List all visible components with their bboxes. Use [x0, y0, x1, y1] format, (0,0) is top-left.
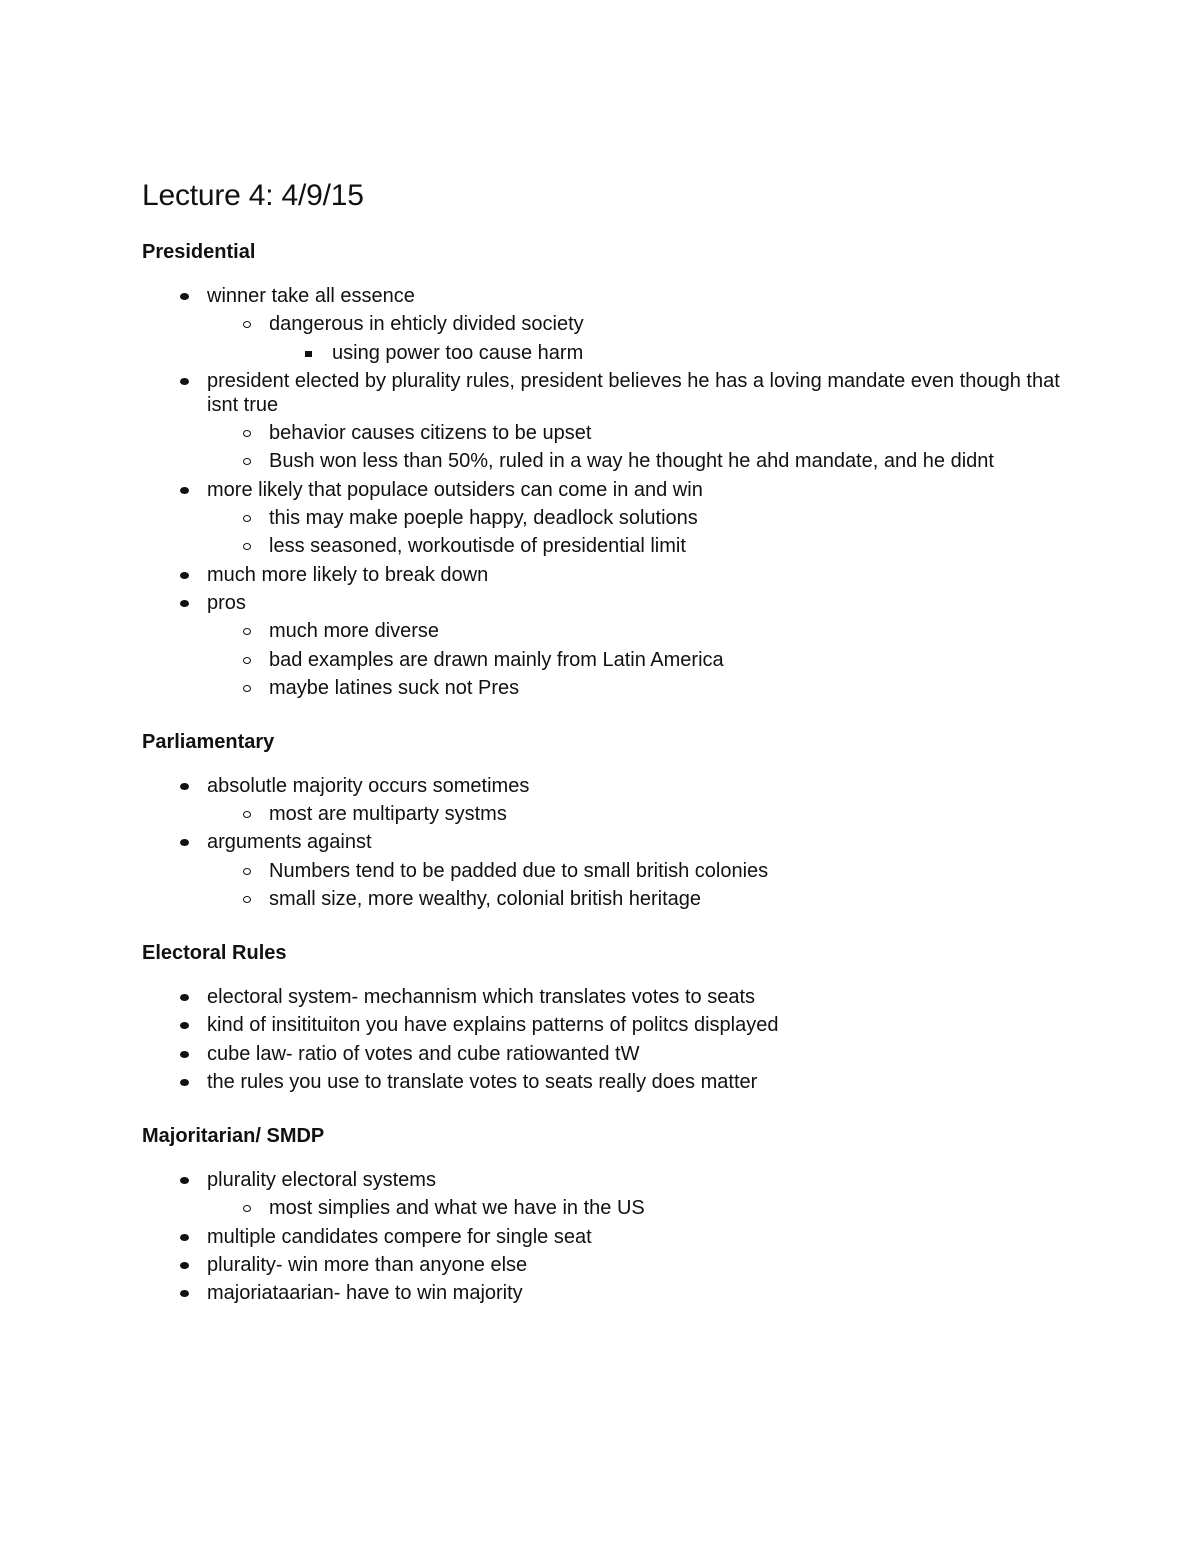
bullet-circle-icon [243, 868, 251, 875]
list-item-text: maybe latines suck not Pres [269, 676, 520, 699]
bullet-list-level-1 [142, 1168, 1062, 1305]
list-item-text: small size, more wealthy, colonial british heritage [269, 888, 702, 911]
list-item-text: pros [207, 591, 246, 614]
list-item-text: winner take all essence [207, 285, 415, 307]
bullet-disc-icon [180, 1290, 189, 1297]
bullet-disc-icon [180, 487, 189, 494]
bullet-circle-icon [243, 896, 251, 903]
bullet-disc-icon [180, 1262, 189, 1269]
list-item-text: dangerous in ehticly divided society [269, 313, 584, 336]
list-item [142, 830, 1062, 911]
list-item-text: majoriataarian- have to win majority [207, 1282, 523, 1305]
list-item [142, 1070, 1062, 1094]
list-item-text: arguments against [207, 831, 372, 854]
list-item [207, 802, 1062, 826]
list-item [142, 1253, 1062, 1277]
list-item-text: plurality- win more than anyone else [207, 1253, 528, 1276]
bullet-list-level-2 [207, 802, 1062, 826]
section-heading: Presidential [142, 241, 256, 263]
list-item-text: much more diverse [269, 620, 440, 643]
list-item [142, 1168, 1062, 1220]
list-item-text: this may make poeple happy, deadlock solutions [269, 507, 698, 530]
list-item [207, 1196, 1062, 1220]
list-item [142, 369, 1062, 474]
section-presidential [142, 238, 1062, 700]
list-item [207, 619, 1062, 643]
page-title: Lecture 4: 4/9/15 [142, 179, 364, 212]
bullet-circle-icon [243, 657, 251, 664]
section-parliamentary [142, 728, 1062, 911]
list-item [207, 449, 1062, 473]
list-item-text: electoral system- mechannism which translates votes to seats [207, 986, 755, 1009]
list-item [142, 1281, 1062, 1305]
bullet-disc-icon [180, 1051, 189, 1058]
list-item [142, 478, 1062, 559]
list-item-text: behavior causes citizens to be upset [269, 422, 592, 445]
list-item-text: most simplies and what we have in the US [269, 1197, 645, 1220]
bullet-list-level-2 [207, 312, 1062, 364]
bullet-circle-icon [243, 321, 251, 328]
bullet-list-level-2 [207, 859, 1062, 911]
list-item-text: president elected by plurality rules, president believes he has a loving mandate even though that isnt true [207, 369, 1060, 416]
list-item [269, 341, 1062, 365]
bullet-disc-icon [180, 1177, 189, 1184]
bullet-square-icon [305, 351, 312, 357]
list-item [207, 506, 1062, 530]
list-item-text: less seasoned, workoutisde of presidential limit [269, 535, 686, 558]
list-item-text: absolutle majority occurs sometimes [207, 774, 530, 797]
list-item [207, 421, 1062, 445]
sections-container [142, 238, 1062, 1305]
list-item-text: plurality electoral systems [207, 1168, 436, 1191]
bullet-circle-icon [243, 628, 251, 635]
bullet-circle-icon [243, 543, 251, 550]
list-item-text: Numbers tend to be padded due to small british colonies [269, 859, 769, 882]
bullet-list-level-2 [207, 1196, 1062, 1220]
section-heading: Majoritarian/ SMDP [142, 1124, 325, 1147]
list-item [142, 284, 1062, 365]
list-item-text: most are multiparty systms [269, 803, 507, 826]
bullet-disc-icon [180, 1234, 189, 1241]
list-item-text: multiple candidates compere for single seat [207, 1225, 592, 1248]
list-item-text: more likely that populace outsiders can come in and win [207, 478, 703, 501]
list-item-text: Bush won less than 50%, ruled in a way he thought he ahd mandate, and he didnt [269, 450, 994, 473]
list-item [142, 1013, 1062, 1037]
bullet-list-level-3 [269, 341, 1062, 365]
bullet-circle-icon [243, 685, 251, 692]
list-item [207, 312, 1062, 364]
bullet-circle-icon [243, 458, 251, 465]
bullet-list-level-1 [142, 774, 1062, 911]
list-item [207, 859, 1062, 883]
section-heading: Parliamentary [142, 730, 275, 753]
list-item [207, 534, 1062, 558]
bullet-disc-icon [180, 572, 189, 579]
list-item [207, 676, 1062, 700]
list-item [142, 774, 1062, 826]
list-item-text: cube law- ratio of votes and cube ratiowanted tW [207, 1042, 640, 1065]
bullet-list-level-2 [207, 421, 1062, 473]
bullet-disc-icon [180, 994, 189, 1001]
bullet-list-level-2 [207, 619, 1062, 700]
section-majoritarian-smdp [142, 1122, 1062, 1305]
list-item [207, 887, 1062, 911]
bullet-disc-icon [180, 1022, 189, 1029]
bullet-disc-icon [180, 600, 189, 607]
bullet-list-level-2 [207, 506, 1062, 558]
bullet-circle-icon [243, 1205, 251, 1212]
bullet-disc-icon [180, 783, 189, 790]
bullet-list-level-1 [142, 284, 1062, 700]
section-electoral-rules [142, 939, 1062, 1094]
bullet-circle-icon [243, 811, 251, 818]
list-item-text: using power too cause harm [332, 341, 584, 364]
bullet-disc-icon [180, 378, 189, 385]
bullet-disc-icon [180, 839, 189, 846]
list-item-text: bad examples are drawn mainly from Latin America [269, 648, 724, 671]
bullet-list-level-1 [142, 985, 1062, 1094]
document-page [142, 176, 1062, 1333]
bullet-circle-icon [243, 515, 251, 522]
list-item [142, 1225, 1062, 1249]
bullet-disc-icon [180, 1079, 189, 1086]
list-item [142, 985, 1062, 1009]
list-item [142, 591, 1062, 700]
bullet-disc-icon [180, 293, 189, 300]
list-item-text: the rules you use to translate votes to seats really does matter [207, 1070, 758, 1093]
list-item [207, 648, 1062, 672]
list-item-text: kind of insitituiton you have explains patterns of politcs displayed [207, 1014, 779, 1037]
list-item-text: much more likely to break down [207, 563, 489, 586]
list-item [142, 563, 1062, 587]
bullet-circle-icon [243, 430, 251, 437]
section-heading: Electoral Rules [142, 942, 287, 965]
list-item [142, 1042, 1062, 1066]
